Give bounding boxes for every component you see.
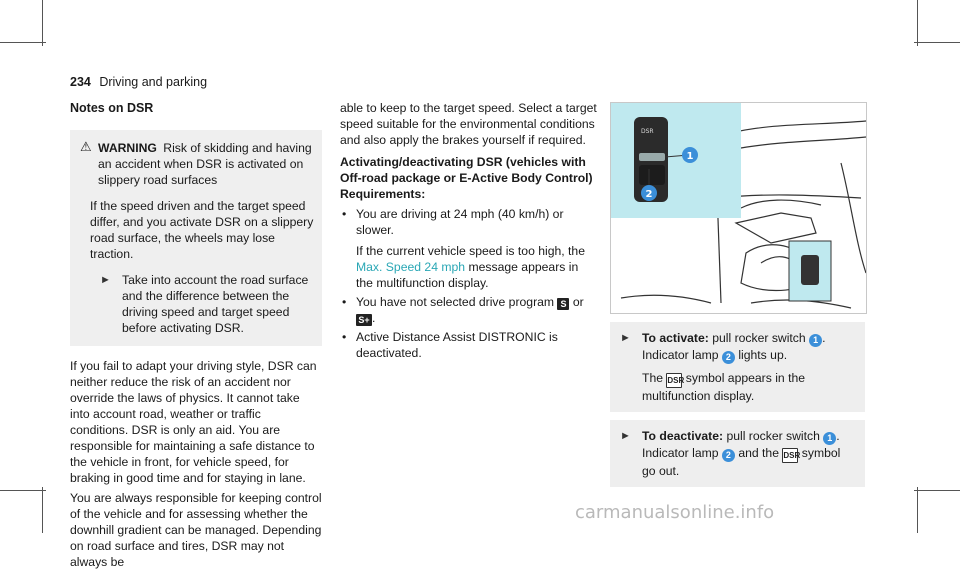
column-right bbox=[610, 322, 865, 495]
page-number: 234 bbox=[70, 75, 91, 89]
display-message: Max. Speed 24 mph bbox=[356, 260, 466, 274]
action-arrow-icon: ► bbox=[100, 274, 111, 286]
page-header bbox=[70, 74, 207, 90]
paragraph: If you fail to adapt your driving style, DSR can neither reduce the risk of an accident nor override the laws of physics. It cannot take into account road, weather or traffic conditions. DSR is only an aid. You are responsible for maintaining a safe distance to the vehicle in front, for vehicle speed, for braking in good time and for staying in lane. bbox=[70, 359, 317, 485]
list-item: • You are driving at 24 mph (40 km/h) or slower. If the current vehicle speed is too high, the Max. Speed 24 mph message appears in the multifunction display. bbox=[342, 207, 585, 290]
crop-mark bbox=[914, 42, 960, 43]
console-illustration bbox=[611, 103, 866, 313]
paragraph: You are always responsible for keeping control of the vehicle and for assessing whether the downhill gradient can be managed. Depending on road surface and tires, DSR may not always be bbox=[70, 491, 322, 569]
dsr-symbol-icon: DSR bbox=[666, 373, 682, 388]
column-left bbox=[70, 100, 322, 570]
warning-label: WARNING bbox=[98, 141, 157, 155]
bullet-icon: • bbox=[342, 295, 347, 309]
drive-program-s-icon: S bbox=[557, 298, 569, 310]
warning-paragraph: If the speed driven and the target speed differ, and you activate DSR on a slippery road surface, the wheels may lose traction. bbox=[90, 199, 314, 261]
action-arrow-icon: ► bbox=[620, 430, 631, 442]
warning-icon: ⚠ bbox=[80, 139, 92, 154]
drive-program-s-plus-icon: S+ bbox=[356, 314, 372, 326]
bullet-icon: • bbox=[342, 330, 347, 344]
list-item: • You have not selected drive program S or S+ . bbox=[342, 295, 584, 325]
callout-1: 1 bbox=[686, 151, 694, 162]
crop-mark bbox=[42, 0, 43, 46]
callout-2-badge: 2 bbox=[722, 351, 735, 364]
action-arrow-icon: ► bbox=[620, 332, 631, 344]
bullet-icon: • bbox=[342, 207, 347, 221]
subheading: Activating/deactivating DSR (vehicles with Off-road package or E-Active Body Control) bbox=[340, 155, 593, 185]
dsr-symbol-icon: DSR bbox=[782, 448, 798, 463]
watermark[interactable]: carmanualsonline.info bbox=[575, 502, 775, 523]
crop-mark bbox=[917, 0, 918, 46]
crop-mark bbox=[0, 42, 46, 43]
paragraph: able to keep to the target speed. Select a target speed suitable for the environmental conditions and also apply the brakes yourself if required. bbox=[340, 101, 597, 147]
crop-mark bbox=[914, 490, 960, 491]
callout-1-badge: 1 bbox=[809, 334, 822, 347]
section-heading: Notes on DSR bbox=[70, 101, 154, 115]
list-item: • Active Distance Assist DISTRONIC is deactivated. bbox=[342, 330, 558, 360]
crop-mark bbox=[42, 487, 43, 533]
requirements-list bbox=[340, 206, 598, 361]
crop-mark bbox=[0, 490, 46, 491]
requirements-label: Requirements: bbox=[340, 187, 426, 201]
dsr-switch-figure bbox=[610, 102, 867, 314]
warning-action: Take into account the road surface and the difference between the driving speed and target speed before activating DSR. bbox=[122, 273, 309, 335]
deactivate-instruction: ► To deactivate: pull rocker switch 1 . Indicator lamp 2 and the DSR symbol go out. bbox=[610, 420, 865, 487]
warning-text: Risk of skidding and having an accident when DSR is activated on slippery road surfaces bbox=[98, 141, 312, 187]
activate-instruction: ► To activate: pull rocker switch 1 . Indicator lamp 2 lights up. The DSR symbol appears in the multifunction display. bbox=[610, 322, 865, 412]
warning-box bbox=[70, 130, 322, 346]
section-title: Driving and parking bbox=[99, 75, 208, 89]
switch-label: DSR bbox=[641, 128, 654, 135]
column-middle bbox=[340, 100, 598, 364]
callout-2-badge: 2 bbox=[722, 449, 735, 462]
callout-2: 2 bbox=[645, 189, 653, 200]
crop-mark bbox=[917, 487, 918, 533]
callout-1-badge: 1 bbox=[823, 432, 836, 445]
